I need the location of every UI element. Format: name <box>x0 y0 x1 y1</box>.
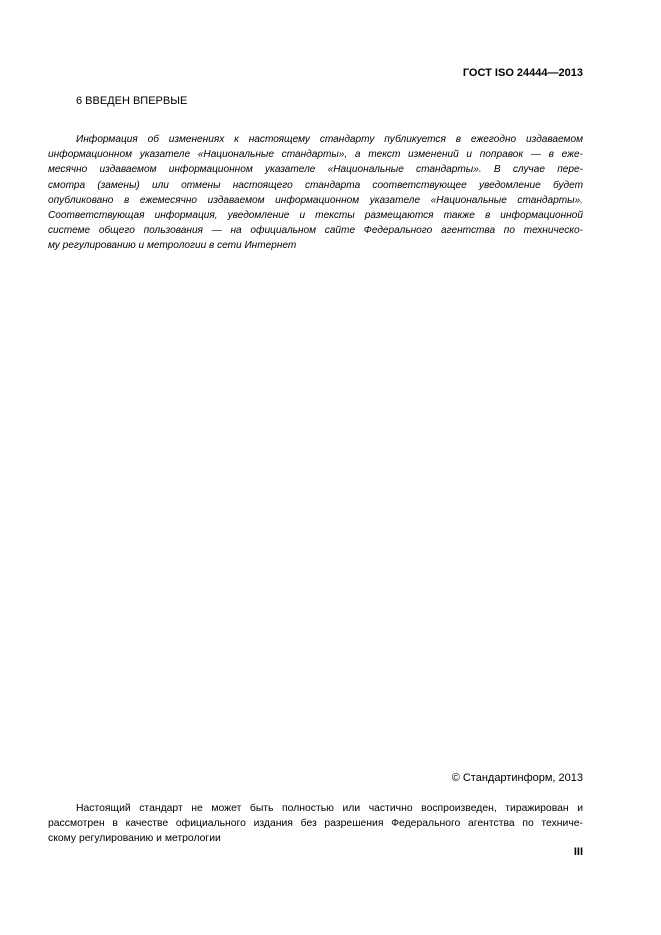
info-line: му регулированию и метрологии в сети Интернет <box>48 240 297 252</box>
info-line: опубликовано в ежемесячно издаваемом информационном указателе «Национальные стандарты». <box>48 194 583 206</box>
reproduction-notice <box>48 801 583 847</box>
info-paragraph <box>48 132 583 254</box>
section-item-6: 6 ВВЕДЕН ВПЕРВЫЕ <box>76 95 188 107</box>
notice-line: рассмотрен в качестве официального издания без разрешения Федерального агентства по техниче- <box>48 818 583 830</box>
info-line: системе общего пользования — на официальном сайте Федерального агентства по техническо- <box>48 225 583 237</box>
notice-line: скому регулированию и метрологии <box>48 833 221 845</box>
info-line: месячно издаваемом информационном указателе «Национальные стандарты». В случае пере- <box>48 164 583 176</box>
info-line: смотра (замены) или отмены настоящего стандарта соответствующее уведомление будет <box>48 179 583 191</box>
info-line: информационном указателе «Национальные стандарты», а текст изменений и поправок — в еже- <box>48 149 583 161</box>
copyright: © Стандартинформ, 2013 <box>451 772 583 784</box>
info-line: Соответствующая информация, уведомление и тексты размещаются также в информационной <box>48 210 583 222</box>
page-number: III <box>573 846 583 858</box>
notice-line: Настоящий стандарт не может быть полностью или частично воспроизведен, тиражирован и <box>76 803 583 814</box>
info-line: Информация об изменениях к настоящему стандарту публикуется в ежегодно издаваемом <box>76 134 583 145</box>
document-code: ГОСТ ISO 24444—2013 <box>462 67 583 79</box>
